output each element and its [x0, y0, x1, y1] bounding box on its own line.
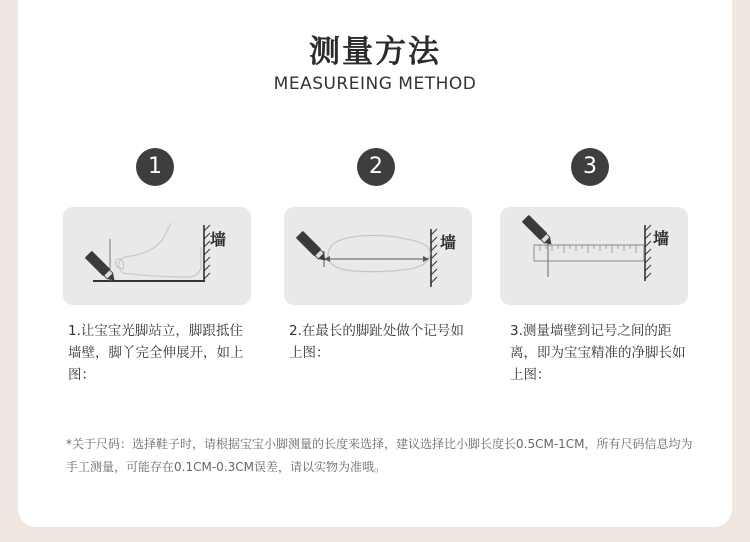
step-3-illustration: [500, 207, 688, 305]
step-1-description: 1.让宝宝光脚站立，脚跟抵住墙壁，脚丫完全伸展开，如上图：: [68, 323, 244, 383]
step-2-description: 2.在最长的脚趾处做个记号如上图：: [289, 323, 464, 361]
step-1-number: 1: [136, 148, 174, 186]
ruler-measure-icon: [500, 207, 688, 305]
step-3-wall-label: 墙: [653, 229, 670, 248]
step-2-number: 2: [357, 148, 395, 186]
step-1-wall-label: 墙: [210, 230, 227, 249]
step-2-illustration: [284, 207, 472, 305]
foot-standing-wall-icon: [63, 207, 251, 305]
size-note: *关于尺码：选择鞋子时，请根据宝宝小脚测量的长度来选择，建议选择比小脚长度长0.5CM-1CM，所有尺码信息均为手工测量，可能存在0.1CM-0.3CM误差，请以实物为准哦。: [66, 437, 693, 474]
page-title: 测量方法: [309, 34, 441, 70]
step-3-number: 3: [571, 148, 609, 186]
page-subtitle: MEASUREING METHOD: [273, 74, 477, 94]
step-1-illustration: [63, 207, 251, 305]
step-2-wall-label: 墙: [440, 233, 457, 252]
step-3-description: 3.测量墙壁到记号之间的距离，即为宝宝精准的净脚长如上图：: [510, 323, 686, 383]
foot-mark-toe-icon: [284, 207, 472, 305]
